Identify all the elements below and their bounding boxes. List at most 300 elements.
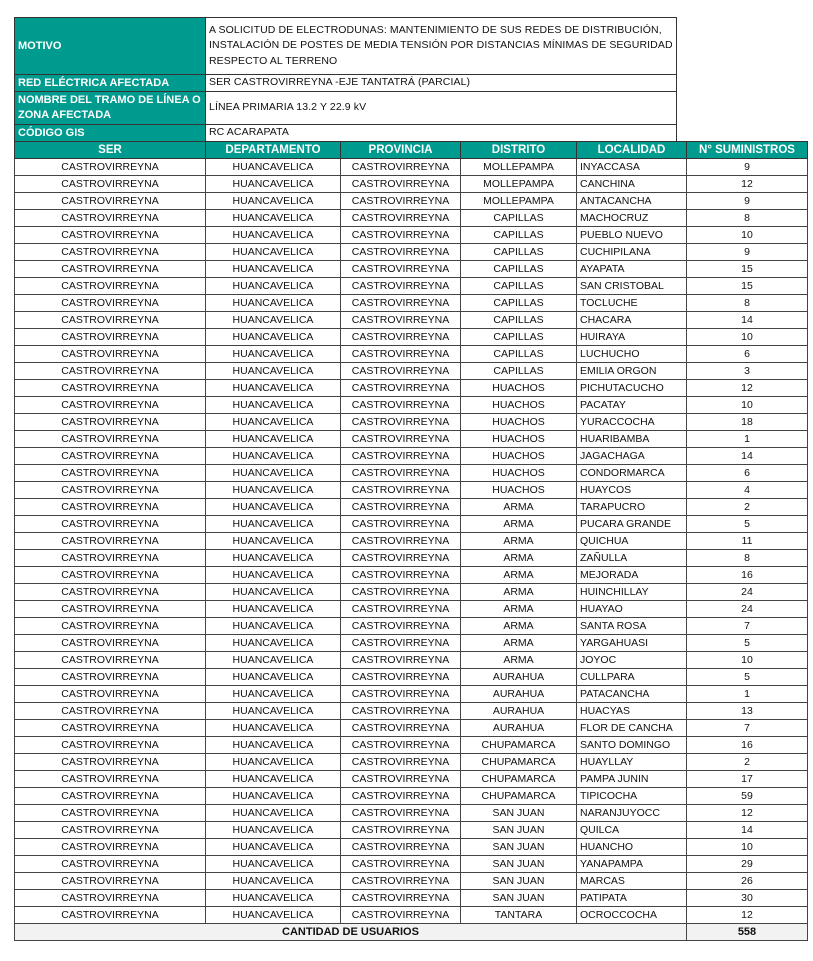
cell-ser: CASTROVIRREYNA bbox=[15, 652, 206, 669]
cell-localidad: OCROCCOCHA bbox=[577, 907, 687, 924]
cell-provincia: CASTROVIRREYNA bbox=[341, 686, 461, 703]
cell-suministros: 29 bbox=[687, 856, 808, 873]
cell-ser: CASTROVIRREYNA bbox=[15, 890, 206, 907]
cell-distrito: HUACHOS bbox=[461, 397, 577, 414]
cell-ser: CASTROVIRREYNA bbox=[15, 397, 206, 414]
cell-provincia: CASTROVIRREYNA bbox=[341, 380, 461, 397]
cell-localidad: EMILIA ORGON bbox=[577, 363, 687, 380]
cell-distrito: SAN JUAN bbox=[461, 873, 577, 890]
cell-distrito: ARMA bbox=[461, 584, 577, 601]
table-row bbox=[15, 193, 808, 210]
cell-suministros: 5 bbox=[687, 635, 808, 652]
cell-distrito: SAN JUAN bbox=[461, 856, 577, 873]
cell-distrito: SAN JUAN bbox=[461, 822, 577, 839]
motivo-label: MOTIVO bbox=[15, 18, 206, 75]
total-label: CANTIDAD DE USUARIOS bbox=[15, 924, 687, 941]
motivo-value: A SOLICITUD DE ELECTRODUNAS: MANTENIMIENTO DE SUS REDES DE DISTRIBUCIÓN, INSTALACIÓN DE POSTES DE MEDIA TENSIÓN POR DISTANCIAS MÍNIMAS DE SEGURIDAD RESPECTO AL TERRENO bbox=[206, 18, 677, 75]
cell-distrito: CAPILLAS bbox=[461, 312, 577, 329]
cell-distrito: ARMA bbox=[461, 533, 577, 550]
cell-provincia: CASTROVIRREYNA bbox=[341, 482, 461, 499]
cell-localidad: HUAYCOS bbox=[577, 482, 687, 499]
gis-row bbox=[15, 125, 808, 142]
motivo-row bbox=[15, 18, 808, 75]
cell-departamento: HUANCAVELICA bbox=[206, 754, 341, 771]
cell-ser: CASTROVIRREYNA bbox=[15, 737, 206, 754]
cell-distrito: HUACHOS bbox=[461, 431, 577, 448]
cell-suministros: 12 bbox=[687, 805, 808, 822]
tramo-label: NOMBRE DEL TRAMO DE LÍNEA O ZONA AFECTADA bbox=[15, 92, 206, 125]
table-row bbox=[15, 414, 808, 431]
cell-suministros: 9 bbox=[687, 159, 808, 176]
cell-provincia: CASTROVIRREYNA bbox=[341, 584, 461, 601]
cell-departamento: HUANCAVELICA bbox=[206, 363, 341, 380]
table-row bbox=[15, 346, 808, 363]
cell-suministros: 2 bbox=[687, 754, 808, 771]
info-table bbox=[14, 17, 808, 142]
cell-distrito: CAPILLAS bbox=[461, 295, 577, 312]
cell-suministros: 6 bbox=[687, 346, 808, 363]
cell-distrito: CAPILLAS bbox=[461, 261, 577, 278]
cell-ser: CASTROVIRREYNA bbox=[15, 482, 206, 499]
tramo-row bbox=[15, 92, 808, 125]
cell-distrito: CAPILLAS bbox=[461, 363, 577, 380]
table-row bbox=[15, 448, 808, 465]
table-row bbox=[15, 176, 808, 193]
cell-ser: CASTROVIRREYNA bbox=[15, 720, 206, 737]
cell-ser: CASTROVIRREYNA bbox=[15, 533, 206, 550]
cell-provincia: CASTROVIRREYNA bbox=[341, 635, 461, 652]
cell-provincia: CASTROVIRREYNA bbox=[341, 295, 461, 312]
cell-ser: CASTROVIRREYNA bbox=[15, 839, 206, 856]
cell-provincia: CASTROVIRREYNA bbox=[341, 788, 461, 805]
cell-departamento: HUANCAVELICA bbox=[206, 907, 341, 924]
tramo-value: LÍNEA PRIMARIA 13.2 Y 22.9 kV bbox=[206, 92, 677, 125]
cell-suministros: 7 bbox=[687, 720, 808, 737]
cell-distrito: CAPILLAS bbox=[461, 278, 577, 295]
cell-localidad: CULLPARA bbox=[577, 669, 687, 686]
table-row bbox=[15, 159, 808, 176]
cell-localidad: INYACCASA bbox=[577, 159, 687, 176]
cell-departamento: HUANCAVELICA bbox=[206, 312, 341, 329]
table-row bbox=[15, 380, 808, 397]
table-row bbox=[15, 329, 808, 346]
cell-departamento: HUANCAVELICA bbox=[206, 720, 341, 737]
cell-localidad: FLOR DE CANCHA bbox=[577, 720, 687, 737]
table-row bbox=[15, 737, 808, 754]
cell-provincia: CASTROVIRREYNA bbox=[341, 329, 461, 346]
cell-suministros: 26 bbox=[687, 873, 808, 890]
cell-provincia: CASTROVIRREYNA bbox=[341, 771, 461, 788]
cell-suministros: 10 bbox=[687, 652, 808, 669]
cell-suministros: 12 bbox=[687, 176, 808, 193]
cell-departamento: HUANCAVELICA bbox=[206, 601, 341, 618]
cell-localidad: SAN CRISTOBAL bbox=[577, 278, 687, 295]
cell-distrito: HUACHOS bbox=[461, 448, 577, 465]
red-value: SER CASTROVIRREYNA -EJE TANTATRÁ (PARCIAL) bbox=[206, 75, 677, 92]
cell-departamento: HUANCAVELICA bbox=[206, 873, 341, 890]
cell-distrito: SAN JUAN bbox=[461, 839, 577, 856]
cell-ser: CASTROVIRREYNA bbox=[15, 346, 206, 363]
cell-provincia: CASTROVIRREYNA bbox=[341, 703, 461, 720]
cell-distrito: HUACHOS bbox=[461, 414, 577, 431]
table-row bbox=[15, 567, 808, 584]
cell-suministros: 30 bbox=[687, 890, 808, 907]
cell-ser: CASTROVIRREYNA bbox=[15, 380, 206, 397]
cell-localidad: PACATAY bbox=[577, 397, 687, 414]
cell-provincia: CASTROVIRREYNA bbox=[341, 414, 461, 431]
col-header-localidad: LOCALIDAD bbox=[577, 142, 687, 159]
cell-provincia: CASTROVIRREYNA bbox=[341, 431, 461, 448]
cell-distrito: ARMA bbox=[461, 499, 577, 516]
cell-localidad: NARANJUYOCC bbox=[577, 805, 687, 822]
cell-provincia: CASTROVIRREYNA bbox=[341, 193, 461, 210]
cell-distrito: MOLLEPAMPA bbox=[461, 193, 577, 210]
cell-localidad: CUCHIPILANA bbox=[577, 244, 687, 261]
cell-localidad: MACHOCRUZ bbox=[577, 210, 687, 227]
cell-suministros: 12 bbox=[687, 380, 808, 397]
suministros-table bbox=[14, 141, 808, 941]
cell-suministros: 18 bbox=[687, 414, 808, 431]
total-value: 558 bbox=[687, 924, 808, 941]
cell-departamento: HUANCAVELICA bbox=[206, 329, 341, 346]
cell-ser: CASTROVIRREYNA bbox=[15, 601, 206, 618]
table-row bbox=[15, 601, 808, 618]
cell-distrito: CAPILLAS bbox=[461, 346, 577, 363]
cell-suministros: 14 bbox=[687, 822, 808, 839]
cell-provincia: CASTROVIRREYNA bbox=[341, 873, 461, 890]
table-row bbox=[15, 703, 808, 720]
cell-departamento: HUANCAVELICA bbox=[206, 771, 341, 788]
cell-ser: CASTROVIRREYNA bbox=[15, 312, 206, 329]
cell-departamento: HUANCAVELICA bbox=[206, 499, 341, 516]
cell-provincia: CASTROVIRREYNA bbox=[341, 533, 461, 550]
cell-ser: CASTROVIRREYNA bbox=[15, 788, 206, 805]
cell-departamento: HUANCAVELICA bbox=[206, 856, 341, 873]
cell-departamento: HUANCAVELICA bbox=[206, 210, 341, 227]
cell-departamento: HUANCAVELICA bbox=[206, 295, 341, 312]
cell-distrito: ARMA bbox=[461, 618, 577, 635]
cell-suministros: 4 bbox=[687, 482, 808, 499]
cell-localidad: PATIPATA bbox=[577, 890, 687, 907]
cell-suministros: 5 bbox=[687, 516, 808, 533]
cell-ser: CASTROVIRREYNA bbox=[15, 669, 206, 686]
table-row bbox=[15, 771, 808, 788]
table-row bbox=[15, 210, 808, 227]
cell-localidad: PUEBLO NUEVO bbox=[577, 227, 687, 244]
cell-ser: CASTROVIRREYNA bbox=[15, 618, 206, 635]
cell-localidad: YARGAHUASI bbox=[577, 635, 687, 652]
cell-departamento: HUANCAVELICA bbox=[206, 465, 341, 482]
table-row bbox=[15, 839, 808, 856]
cell-provincia: CASTROVIRREYNA bbox=[341, 346, 461, 363]
cell-ser: CASTROVIRREYNA bbox=[15, 754, 206, 771]
cell-suministros: 14 bbox=[687, 312, 808, 329]
cell-provincia: CASTROVIRREYNA bbox=[341, 499, 461, 516]
table-row bbox=[15, 618, 808, 635]
cell-departamento: HUANCAVELICA bbox=[206, 482, 341, 499]
cell-departamento: HUANCAVELICA bbox=[206, 584, 341, 601]
table-row bbox=[15, 465, 808, 482]
cell-distrito: HUACHOS bbox=[461, 380, 577, 397]
table-row bbox=[15, 397, 808, 414]
cell-distrito: CAPILLAS bbox=[461, 329, 577, 346]
cell-departamento: HUANCAVELICA bbox=[206, 822, 341, 839]
cell-departamento: HUANCAVELICA bbox=[206, 737, 341, 754]
table-row bbox=[15, 686, 808, 703]
cell-localidad: PATACANCHA bbox=[577, 686, 687, 703]
cell-localidad: MEJORADA bbox=[577, 567, 687, 584]
cell-localidad: CANCHINA bbox=[577, 176, 687, 193]
cell-departamento: HUANCAVELICA bbox=[206, 652, 341, 669]
cell-provincia: CASTROVIRREYNA bbox=[341, 159, 461, 176]
cell-provincia: CASTROVIRREYNA bbox=[341, 754, 461, 771]
cell-departamento: HUANCAVELICA bbox=[206, 550, 341, 567]
cell-distrito: MOLLEPAMPA bbox=[461, 159, 577, 176]
cell-ser: CASTROVIRREYNA bbox=[15, 210, 206, 227]
cell-ser: CASTROVIRREYNA bbox=[15, 907, 206, 924]
cell-suministros: 6 bbox=[687, 465, 808, 482]
cell-localidad: CHACARA bbox=[577, 312, 687, 329]
cell-localidad: HUINCHILLAY bbox=[577, 584, 687, 601]
cell-provincia: CASTROVIRREYNA bbox=[341, 618, 461, 635]
cell-suministros: 1 bbox=[687, 686, 808, 703]
cell-ser: CASTROVIRREYNA bbox=[15, 686, 206, 703]
table-row bbox=[15, 533, 808, 550]
table-row bbox=[15, 278, 808, 295]
cell-localidad: TARAPUCRO bbox=[577, 499, 687, 516]
cell-localidad: PUCARA GRANDE bbox=[577, 516, 687, 533]
cell-departamento: HUANCAVELICA bbox=[206, 193, 341, 210]
cell-ser: CASTROVIRREYNA bbox=[15, 329, 206, 346]
cell-departamento: HUANCAVELICA bbox=[206, 669, 341, 686]
cell-localidad: HUARIBAMBA bbox=[577, 431, 687, 448]
cell-departamento: HUANCAVELICA bbox=[206, 244, 341, 261]
cell-localidad: CONDORMARCA bbox=[577, 465, 687, 482]
cell-provincia: CASTROVIRREYNA bbox=[341, 720, 461, 737]
table-row bbox=[15, 295, 808, 312]
cell-ser: CASTROVIRREYNA bbox=[15, 550, 206, 567]
cell-distrito: HUACHOS bbox=[461, 465, 577, 482]
cell-localidad: QUICHUA bbox=[577, 533, 687, 550]
cell-ser: CASTROVIRREYNA bbox=[15, 176, 206, 193]
cell-distrito: CAPILLAS bbox=[461, 227, 577, 244]
table-row bbox=[15, 856, 808, 873]
col-header-suministros: N° SUMINISTROS bbox=[687, 142, 808, 159]
cell-provincia: CASTROVIRREYNA bbox=[341, 227, 461, 244]
cell-departamento: HUANCAVELICA bbox=[206, 380, 341, 397]
cell-distrito: SAN JUAN bbox=[461, 805, 577, 822]
table-row bbox=[15, 499, 808, 516]
table-row bbox=[15, 227, 808, 244]
table-row bbox=[15, 720, 808, 737]
cell-provincia: CASTROVIRREYNA bbox=[341, 244, 461, 261]
cell-ser: CASTROVIRREYNA bbox=[15, 414, 206, 431]
cell-provincia: CASTROVIRREYNA bbox=[341, 822, 461, 839]
cell-localidad: PAMPA JUNIN bbox=[577, 771, 687, 788]
cell-suministros: 9 bbox=[687, 193, 808, 210]
table-row bbox=[15, 788, 808, 805]
cell-localidad: JOYOC bbox=[577, 652, 687, 669]
cell-departamento: HUANCAVELICA bbox=[206, 788, 341, 805]
header-row bbox=[15, 142, 808, 159]
cell-provincia: CASTROVIRREYNA bbox=[341, 516, 461, 533]
table-row bbox=[15, 363, 808, 380]
cell-ser: CASTROVIRREYNA bbox=[15, 159, 206, 176]
cell-departamento: HUANCAVELICA bbox=[206, 890, 341, 907]
cell-ser: CASTROVIRREYNA bbox=[15, 448, 206, 465]
cell-departamento: HUANCAVELICA bbox=[206, 159, 341, 176]
cell-ser: CASTROVIRREYNA bbox=[15, 193, 206, 210]
cell-suministros: 10 bbox=[687, 397, 808, 414]
cell-distrito: CHUPAMARCA bbox=[461, 754, 577, 771]
table-row bbox=[15, 890, 808, 907]
cell-departamento: HUANCAVELICA bbox=[206, 805, 341, 822]
col-header-ser: SER bbox=[15, 142, 206, 159]
cell-departamento: HUANCAVELICA bbox=[206, 414, 341, 431]
cell-provincia: CASTROVIRREYNA bbox=[341, 652, 461, 669]
table-row bbox=[15, 584, 808, 601]
cell-suministros: 8 bbox=[687, 210, 808, 227]
table-row bbox=[15, 669, 808, 686]
cell-localidad: PICHUTACUCHO bbox=[577, 380, 687, 397]
cell-distrito: AURAHUA bbox=[461, 703, 577, 720]
table-row bbox=[15, 652, 808, 669]
col-header-provincia: PROVINCIA bbox=[341, 142, 461, 159]
table-row bbox=[15, 312, 808, 329]
cell-provincia: CASTROVIRREYNA bbox=[341, 363, 461, 380]
cell-departamento: HUANCAVELICA bbox=[206, 227, 341, 244]
cell-ser: CASTROVIRREYNA bbox=[15, 873, 206, 890]
cell-provincia: CASTROVIRREYNA bbox=[341, 312, 461, 329]
cell-localidad: LUCHUCHO bbox=[577, 346, 687, 363]
cell-ser: CASTROVIRREYNA bbox=[15, 431, 206, 448]
cell-localidad: QUILCA bbox=[577, 822, 687, 839]
cell-ser: CASTROVIRREYNA bbox=[15, 499, 206, 516]
cell-distrito: ARMA bbox=[461, 652, 577, 669]
cell-distrito: ARMA bbox=[461, 516, 577, 533]
cell-ser: CASTROVIRREYNA bbox=[15, 584, 206, 601]
cell-suministros: 10 bbox=[687, 227, 808, 244]
cell-distrito: CHUPAMARCA bbox=[461, 771, 577, 788]
cell-distrito: MOLLEPAMPA bbox=[461, 176, 577, 193]
cell-distrito: CHUPAMARCA bbox=[461, 788, 577, 805]
cell-localidad: SANTA ROSA bbox=[577, 618, 687, 635]
cell-suministros: 7 bbox=[687, 618, 808, 635]
cell-provincia: CASTROVIRREYNA bbox=[341, 397, 461, 414]
cell-localidad: ANTACANCHA bbox=[577, 193, 687, 210]
cell-distrito: AURAHUA bbox=[461, 686, 577, 703]
table-row bbox=[15, 431, 808, 448]
cell-suministros: 3 bbox=[687, 363, 808, 380]
cell-distrito: AURAHUA bbox=[461, 720, 577, 737]
cell-localidad: SANTO DOMINGO bbox=[577, 737, 687, 754]
cell-suministros: 10 bbox=[687, 329, 808, 346]
cell-suministros: 12 bbox=[687, 907, 808, 924]
cell-departamento: HUANCAVELICA bbox=[206, 635, 341, 652]
cell-ser: CASTROVIRREYNA bbox=[15, 567, 206, 584]
cell-distrito: HUACHOS bbox=[461, 482, 577, 499]
cell-suministros: 2 bbox=[687, 499, 808, 516]
cell-provincia: CASTROVIRREYNA bbox=[341, 465, 461, 482]
cell-distrito: ARMA bbox=[461, 567, 577, 584]
cell-ser: CASTROVIRREYNA bbox=[15, 771, 206, 788]
col-header-distrito: DISTRITO bbox=[461, 142, 577, 159]
cell-suministros: 10 bbox=[687, 839, 808, 856]
cell-suministros: 17 bbox=[687, 771, 808, 788]
cell-provincia: CASTROVIRREYNA bbox=[341, 567, 461, 584]
total-row bbox=[15, 924, 808, 941]
table-row bbox=[15, 516, 808, 533]
table-body bbox=[15, 159, 808, 924]
cell-suministros: 24 bbox=[687, 601, 808, 618]
cell-localidad: HUACYAS bbox=[577, 703, 687, 720]
cell-distrito: TANTARA bbox=[461, 907, 577, 924]
cell-provincia: CASTROVIRREYNA bbox=[341, 839, 461, 856]
cell-distrito: ARMA bbox=[461, 550, 577, 567]
cell-suministros: 59 bbox=[687, 788, 808, 805]
cell-departamento: HUANCAVELICA bbox=[206, 703, 341, 720]
cell-ser: CASTROVIRREYNA bbox=[15, 856, 206, 873]
table-row bbox=[15, 635, 808, 652]
cell-provincia: CASTROVIRREYNA bbox=[341, 210, 461, 227]
cell-localidad: MARCAS bbox=[577, 873, 687, 890]
cell-provincia: CASTROVIRREYNA bbox=[341, 890, 461, 907]
cell-suministros: 15 bbox=[687, 278, 808, 295]
cell-ser: CASTROVIRREYNA bbox=[15, 261, 206, 278]
cell-ser: CASTROVIRREYNA bbox=[15, 227, 206, 244]
cell-departamento: HUANCAVELICA bbox=[206, 839, 341, 856]
cell-departamento: HUANCAVELICA bbox=[206, 431, 341, 448]
document bbox=[14, 17, 808, 941]
cell-localidad: YANAPAMPA bbox=[577, 856, 687, 873]
table-row bbox=[15, 550, 808, 567]
cell-ser: CASTROVIRREYNA bbox=[15, 278, 206, 295]
table-row bbox=[15, 873, 808, 890]
cell-suministros: 24 bbox=[687, 584, 808, 601]
cell-ser: CASTROVIRREYNA bbox=[15, 516, 206, 533]
cell-provincia: CASTROVIRREYNA bbox=[341, 448, 461, 465]
cell-localidad: HUIRAYA bbox=[577, 329, 687, 346]
cell-distrito: ARMA bbox=[461, 635, 577, 652]
cell-departamento: HUANCAVELICA bbox=[206, 567, 341, 584]
table-row bbox=[15, 907, 808, 924]
cell-suministros: 15 bbox=[687, 261, 808, 278]
cell-distrito: AURAHUA bbox=[461, 669, 577, 686]
cell-localidad: JAGACHAGA bbox=[577, 448, 687, 465]
cell-ser: CASTROVIRREYNA bbox=[15, 822, 206, 839]
cell-localidad: ZAÑULLA bbox=[577, 550, 687, 567]
cell-suministros: 5 bbox=[687, 669, 808, 686]
cell-suministros: 16 bbox=[687, 567, 808, 584]
cell-localidad: HUAYAO bbox=[577, 601, 687, 618]
cell-ser: CASTROVIRREYNA bbox=[15, 295, 206, 312]
cell-suministros: 14 bbox=[687, 448, 808, 465]
cell-provincia: CASTROVIRREYNA bbox=[341, 550, 461, 567]
cell-ser: CASTROVIRREYNA bbox=[15, 703, 206, 720]
cell-departamento: HUANCAVELICA bbox=[206, 618, 341, 635]
cell-ser: CASTROVIRREYNA bbox=[15, 635, 206, 652]
cell-provincia: CASTROVIRREYNA bbox=[341, 907, 461, 924]
cell-departamento: HUANCAVELICA bbox=[206, 278, 341, 295]
cell-provincia: CASTROVIRREYNA bbox=[341, 261, 461, 278]
cell-suministros: 16 bbox=[687, 737, 808, 754]
cell-ser: CASTROVIRREYNA bbox=[15, 363, 206, 380]
table-row bbox=[15, 244, 808, 261]
cell-localidad: TIPICOCHA bbox=[577, 788, 687, 805]
cell-suministros: 8 bbox=[687, 550, 808, 567]
cell-provincia: CASTROVIRREYNA bbox=[341, 176, 461, 193]
cell-ser: CASTROVIRREYNA bbox=[15, 805, 206, 822]
